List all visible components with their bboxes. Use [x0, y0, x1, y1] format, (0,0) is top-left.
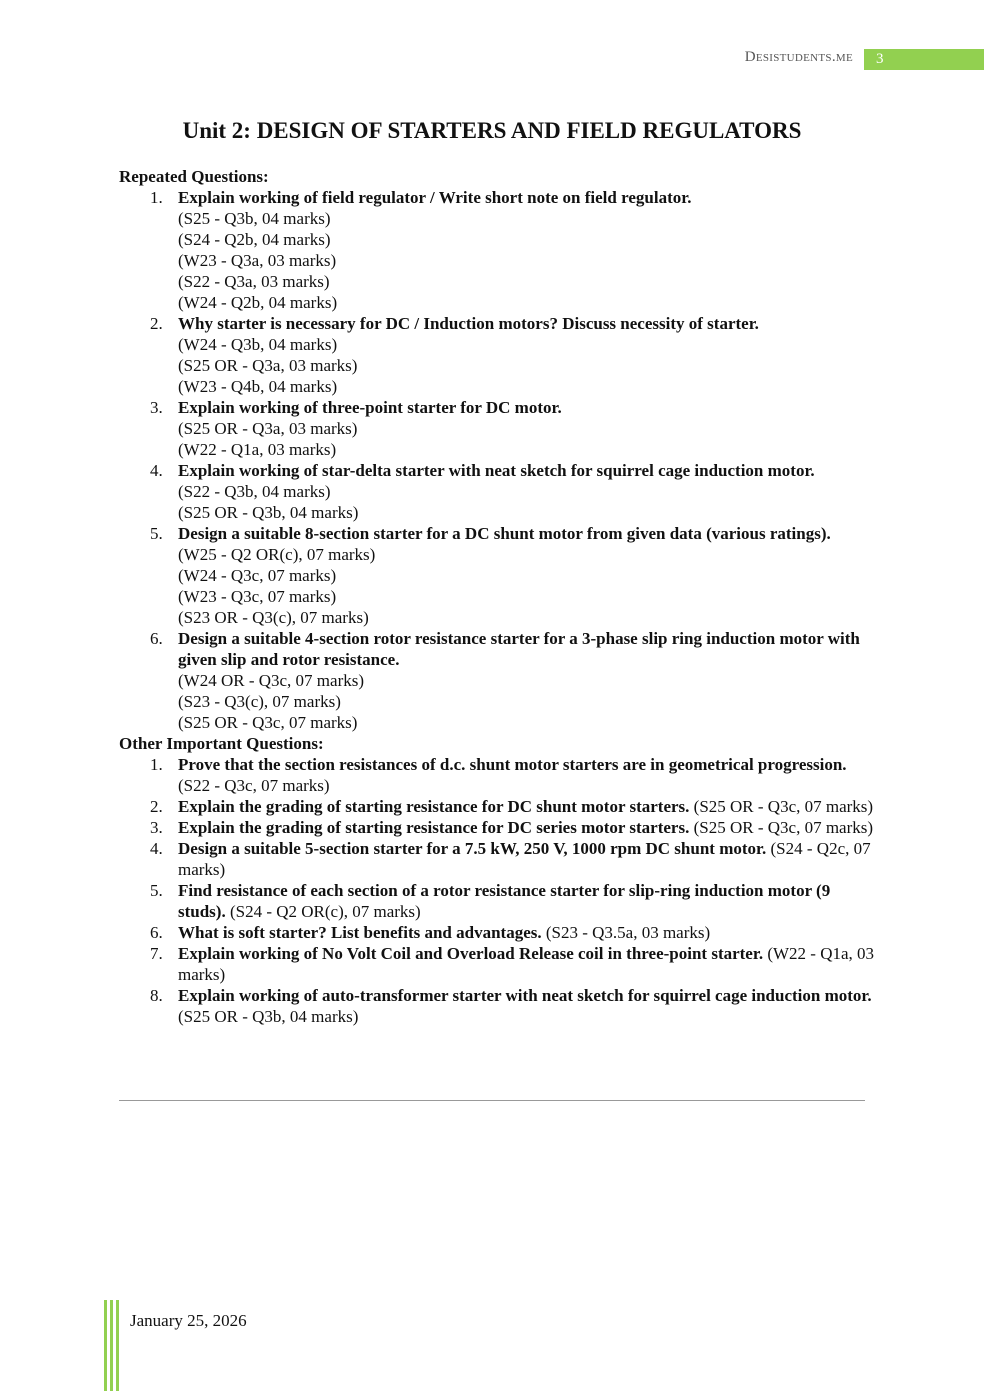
question-text: Explain the grading of starting resistance for DC series motor starters. [178, 818, 690, 837]
question-text: What is soft starter? List benefits and advantages. [178, 923, 542, 942]
repeated-question-item [119, 187, 879, 313]
page-number: 3 [864, 49, 984, 70]
exam-reference: (S22 - Q3c, 07 marks) [178, 776, 330, 795]
question-text: Design a suitable 5-section starter for a 7.5 kW, 250 V, 1000 rpm DC shunt motor. [178, 839, 767, 858]
exam-reference: (S22 - Q3b, 04 marks) [178, 482, 331, 501]
question-number: 3. [150, 818, 163, 837]
footer-date: January 25, 2026 [130, 1311, 247, 1330]
other-question-item [119, 754, 879, 796]
exam-reference: (S23 - Q3(c), 07 marks) [178, 692, 341, 711]
repeated-questions-heading: Repeated Questions: [119, 167, 269, 186]
question-text: Explain working of three-point starter for DC motor. [178, 398, 562, 417]
question-text: Design a suitable 4-section rotor resistance starter for a 3-phase slip ring induction motor with given slip and rotor resistance. [178, 629, 860, 669]
exam-reference: (S25 OR - Q3c, 07 marks) [693, 797, 874, 816]
question-number: 5. [150, 881, 163, 900]
other-questions-list [119, 754, 879, 1027]
question-text: Explain the grading of starting resistance for DC shunt motor starters. [178, 797, 690, 816]
other-question-item [119, 943, 879, 985]
exam-reference: (W22 - Q1a, 03 marks) [178, 440, 337, 459]
other-question-item [119, 922, 879, 943]
question-text: Why starter is necessary for DC / Induction motors? Discuss necessity of starter. [178, 314, 759, 333]
exam-reference: (W24 - Q3b, 04 marks) [178, 335, 338, 354]
exam-reference: (W23 - Q3c, 07 marks) [178, 587, 337, 606]
repeated-question-item [119, 460, 879, 523]
exam-reference: (S25 OR - Q3c, 07 marks) [693, 818, 874, 837]
exam-reference: (W24 OR - Q3c, 07 marks) [178, 671, 365, 690]
other-question-item [119, 985, 879, 1027]
exam-reference: (S23 OR - Q3(c), 07 marks) [178, 608, 369, 627]
exam-reference: (S24 - Q2 OR(c), 07 marks) [229, 902, 421, 921]
other-question-item [119, 817, 879, 838]
exam-reference: (W24 - Q3c, 07 marks) [178, 566, 337, 585]
question-number: 6. [150, 923, 163, 942]
exam-reference: (S25 OR - Q3b, 04 marks) [178, 503, 359, 522]
exam-reference: (S24 - Q2b, 04 marks) [178, 230, 331, 249]
question-number: 7. [150, 944, 163, 963]
question-number: 4. [150, 839, 163, 858]
other-questions-heading: Other Important Questions: [119, 734, 324, 753]
footer-bar [110, 1300, 113, 1391]
question-text: Explain working of star-delta starter with neat sketch for squirrel cage induction motor. [178, 461, 815, 480]
other-question-item [119, 796, 879, 817]
footer-accent-bars [104, 1300, 120, 1391]
question-text: Explain working of No Volt Coil and Overload Release coil in three-point starter. [178, 944, 764, 963]
question-number: 6. [150, 629, 163, 648]
repeated-questions-list [119, 187, 879, 733]
exam-reference: (W24 - Q2b, 04 marks) [178, 293, 338, 312]
question-text: Find resistance of each section of a rotor resistance starter for slip-ring induction motor (9 studs). [178, 881, 831, 921]
document-body [119, 166, 879, 1027]
other-question-item [119, 880, 879, 922]
exam-reference: (W23 - Q4b, 04 marks) [178, 377, 338, 396]
repeated-question-item [119, 523, 879, 628]
exam-reference: (S25 OR - Q3b, 04 marks) [178, 1007, 359, 1026]
question-text: Prove that the section resistances of d.c. shunt motor starters are in geometrical progression. [178, 755, 847, 774]
question-number: 1. [150, 755, 163, 774]
repeated-question-item [119, 313, 879, 397]
question-number: 2. [150, 314, 163, 333]
repeated-question-item [119, 397, 879, 460]
exam-reference: (S25 OR - Q3a, 03 marks) [178, 356, 358, 375]
question-number: 4. [150, 461, 163, 480]
question-number: 5. [150, 524, 163, 543]
exam-reference: (S25 OR - Q3a, 03 marks) [178, 419, 358, 438]
exam-reference: (S24 - Q2c, 07 marks) [178, 839, 871, 879]
question-text: Design a suitable 8-section starter for a DC shunt motor from given data (various ratings). [178, 524, 831, 543]
question-number: 8. [150, 986, 163, 1005]
exam-reference: (W25 - Q2 OR(c), 07 marks) [178, 545, 376, 564]
other-question-item [119, 838, 879, 880]
footer-bar [104, 1300, 107, 1391]
question-text: Explain working of field regulator / Write short note on field regulator. [178, 188, 692, 207]
page-title: Unit 2: DESIGN OF STARTERS AND FIELD REGULATORS [182, 118, 802, 143]
exam-reference: (S25 - Q3b, 04 marks) [178, 209, 331, 228]
exam-reference: (S25 OR - Q3c, 07 marks) [178, 713, 358, 732]
question-number: 1. [150, 188, 163, 207]
exam-reference: (S23 - Q3.5a, 03 marks) [545, 923, 711, 942]
question-number: 3. [150, 398, 163, 417]
exam-reference: (W22 - Q1a, 03 marks) [178, 944, 875, 984]
footer-bar [116, 1300, 119, 1391]
header-site-name: Desistudents.me [744, 49, 853, 65]
question-text: Explain working of auto-transformer starter with neat sketch for squirrel cage induction motor. [178, 986, 872, 1005]
content-divider [119, 1100, 865, 1101]
exam-reference: (W23 - Q3a, 03 marks) [178, 251, 337, 270]
question-number: 2. [150, 797, 163, 816]
repeated-question-item [119, 628, 879, 733]
exam-reference: (S22 - Q3a, 03 marks) [178, 272, 330, 291]
